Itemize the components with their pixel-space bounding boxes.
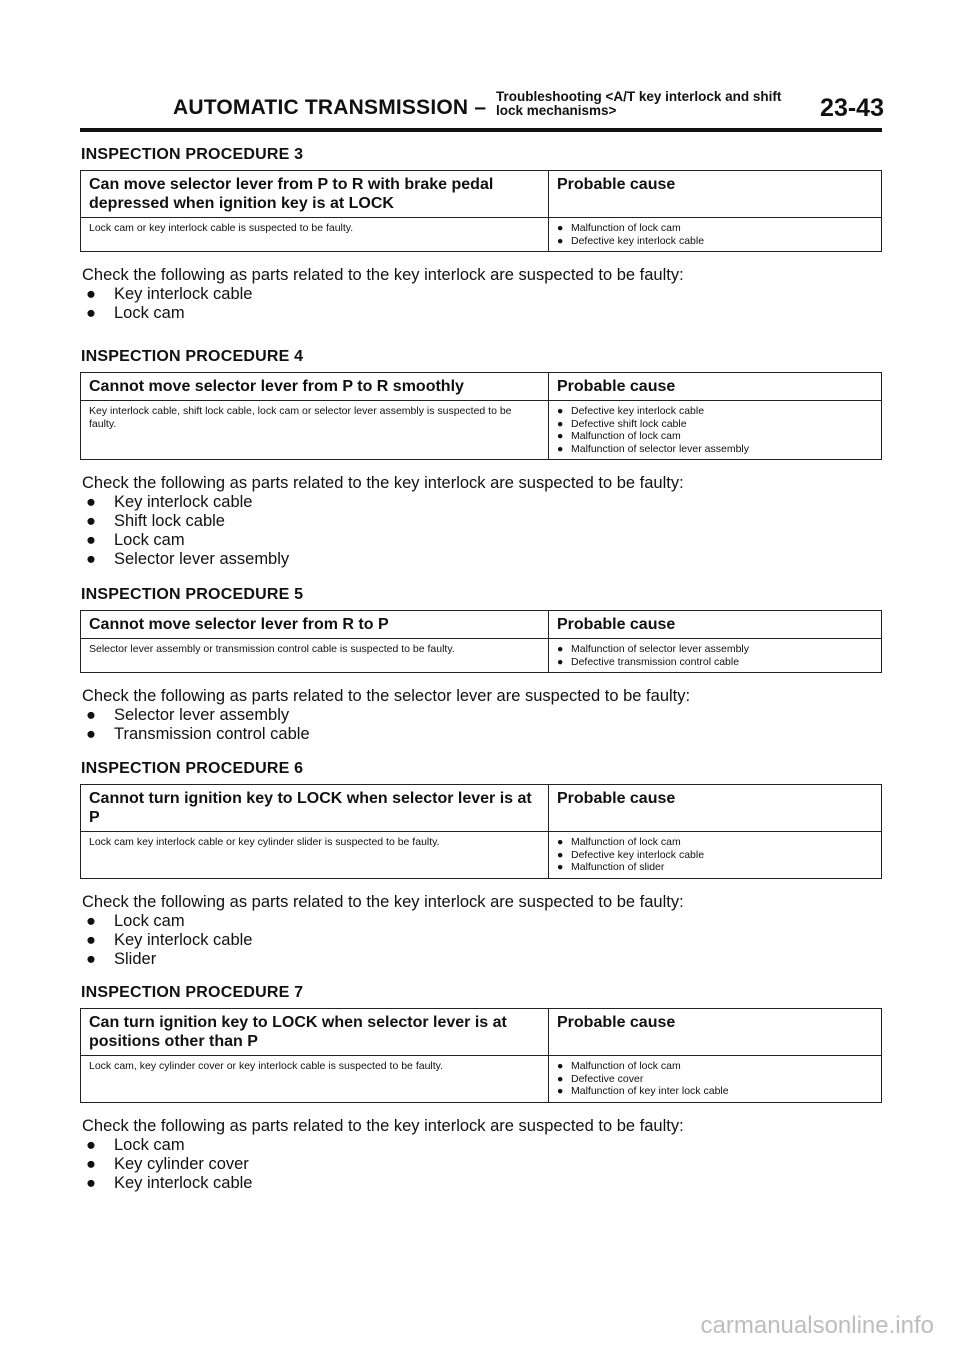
check-text: Check the following as parts related to the key interlock are suspected to be faulty:	[82, 1116, 684, 1135]
cause-item: ● Defective key interlock cable	[557, 848, 705, 861]
check-item: ● Key interlock cable	[82, 285, 882, 304]
procedure-7	[80, 984, 882, 1193]
bullet-icon: ●	[86, 1173, 96, 1192]
symptom: Cannot move selector lever from R to P	[81, 611, 549, 638]
bullet-icon: ●	[557, 442, 564, 455]
check-item: ● Lock cam	[82, 912, 882, 931]
cause-item: ● Defective key interlock cable	[557, 234, 705, 247]
cause-item: ● Defective cover	[557, 1072, 644, 1085]
cause-list	[557, 836, 873, 874]
procedure-title: INSPECTION PROCEDURE 4	[81, 348, 304, 365]
procedure-6	[80, 760, 882, 969]
probable-cause-header: Probable cause	[557, 176, 676, 193]
check-item: ● Transmission control cable	[82, 725, 882, 744]
cause-item: ● Malfunction of lock cam	[557, 222, 681, 234]
cause-item: ● Malfunction of slider	[557, 861, 665, 873]
bullet-icon: ●	[557, 405, 564, 417]
bullet-icon: ●	[86, 1135, 96, 1154]
bullet-icon: ●	[557, 417, 564, 430]
check-item: ● Key interlock cable	[82, 493, 882, 512]
cause-list	[557, 1060, 873, 1098]
check-list	[82, 1136, 882, 1193]
bullet-icon: ●	[557, 222, 564, 234]
description: Lock cam key interlock cable or key cylinder slider is suspected to be faulty.	[81, 832, 549, 878]
bullet-icon: ●	[557, 1060, 564, 1072]
check-item: ● Lock cam	[82, 304, 882, 323]
probable-cause-header: Probable cause	[557, 1014, 676, 1031]
procedure-4	[80, 348, 882, 569]
cause-item: ● Malfunction of key inter lock cable	[557, 1085, 729, 1097]
probable-cause-header: Probable cause	[557, 378, 676, 395]
description: Lock cam or key interlock cable is suspected to be faulty.	[81, 218, 549, 251]
probable-cause-header: Probable cause	[557, 616, 676, 633]
section-title: AUTOMATIC TRANSMISSION –	[173, 96, 487, 119]
cause-item: ● Defective shift lock cable	[557, 417, 687, 430]
bullet-icon: ●	[557, 643, 564, 655]
check-item: ● Selector lever assembly	[82, 706, 882, 725]
procedure-table	[80, 1008, 882, 1103]
description: Key interlock cable, shift lock cable, lock cam or selector lever assembly is suspected to be faulty.	[81, 401, 549, 459]
check-item: ● Key cylinder cover	[82, 1155, 882, 1174]
bullet-icon: ●	[86, 512, 96, 530]
bullet-icon: ●	[557, 655, 564, 668]
cause-item: ● Defective key interlock cable	[557, 405, 705, 417]
bullet-icon: ●	[86, 706, 96, 724]
check-section	[80, 1117, 882, 1193]
check-item: ● Slider	[82, 950, 882, 969]
cause-item: ● Malfunction of selector lever assembly	[557, 643, 749, 655]
bullet-icon: ●	[86, 304, 96, 322]
procedure-3	[80, 146, 882, 323]
bullet-icon: ●	[557, 234, 564, 247]
cause-list	[557, 222, 873, 247]
check-text: Check the following as parts related to the selector lever are suspected to be faulty:	[82, 687, 691, 705]
check-text: Check the following as parts related to the key interlock are suspected to be faulty:	[82, 892, 684, 911]
procedure-table	[80, 170, 882, 252]
check-item: ● Selector lever assembly	[82, 550, 882, 569]
cause-item: ● Defective transmission control cable	[557, 655, 740, 668]
check-item: ● Lock cam	[82, 1136, 882, 1155]
symptom: Can turn ignition key to LOCK when selector lever is at positions other than P	[81, 1009, 549, 1055]
cause-item: ● Malfunction of selector lever assembly	[557, 442, 749, 455]
description: Lock cam, key cylinder cover or key interlock cable is suspected to be faulty.	[81, 1056, 549, 1102]
check-section	[80, 266, 882, 323]
check-item: ● Shift lock cable	[82, 512, 882, 531]
header-rule	[80, 128, 882, 132]
bullet-icon: ●	[86, 285, 96, 303]
bullet-icon: ●	[557, 836, 564, 848]
procedure-table	[80, 372, 882, 460]
check-item: ● Key interlock cable	[82, 931, 882, 950]
bullet-icon: ●	[86, 531, 96, 549]
symptom: Cannot turn ignition key to LOCK when selector lever is at P	[81, 785, 549, 831]
procedure-title: INSPECTION PROCEDURE 6	[81, 760, 304, 777]
bullet-icon: ●	[86, 725, 96, 743]
procedure-table	[80, 610, 882, 673]
bullet-icon: ●	[86, 930, 96, 949]
bullet-icon: ●	[86, 550, 96, 568]
procedure-5	[80, 586, 882, 744]
procedure-title: INSPECTION PROCEDURE 3	[81, 146, 304, 163]
cause-list	[557, 405, 873, 455]
cause-list	[557, 643, 873, 668]
bullet-icon: ●	[557, 1085, 564, 1097]
check-item: ● Key interlock cable	[82, 1174, 882, 1193]
procedure-table	[80, 784, 882, 879]
probable-cause-header: Probable cause	[557, 790, 676, 807]
section-subtitle: Troubleshooting <A/T key interlock and shift lock mechanisms>	[496, 89, 782, 118]
check-list	[82, 493, 882, 569]
bullet-icon: ●	[557, 848, 564, 861]
page-header	[78, 86, 884, 126]
bullet-icon: ●	[86, 911, 96, 930]
check-section	[80, 687, 882, 744]
bullet-icon: ●	[557, 861, 564, 873]
check-text: Check the following as parts related to the key interlock are suspected to be faulty:	[82, 266, 684, 284]
cause-item: ● Malfunction of lock cam	[557, 836, 681, 848]
check-section	[80, 474, 882, 569]
check-text: Check the following as parts related to the key interlock are suspected to be faulty:	[82, 474, 684, 492]
bullet-icon: ●	[86, 493, 96, 511]
bullet-icon: ●	[86, 1154, 96, 1173]
description: Selector lever assembly or transmission control cable is suspected to be faulty.	[81, 639, 549, 672]
check-list	[82, 285, 882, 323]
bullet-icon: ●	[557, 430, 564, 442]
check-item: ● Lock cam	[82, 531, 882, 550]
cause-item: ● Malfunction of lock cam	[557, 1060, 681, 1072]
procedure-title: INSPECTION PROCEDURE 7	[81, 984, 304, 1001]
bullet-icon: ●	[86, 949, 96, 968]
procedure-title: INSPECTION PROCEDURE 5	[81, 586, 304, 603]
page-number: 23-43	[820, 94, 884, 122]
check-list	[82, 912, 882, 969]
bullet-icon: ●	[557, 1072, 564, 1085]
footer-watermark: carmanualsonline.info	[700, 1312, 934, 1339]
check-section	[80, 893, 882, 969]
symptom: Cannot move selector lever from P to R smoothly	[81, 373, 549, 400]
symptom: Can move selector lever from P to R with brake pedal depressed when ignition key is at LOCK	[81, 171, 549, 217]
check-list	[82, 706, 882, 744]
cause-item: ● Malfunction of lock cam	[557, 430, 681, 442]
